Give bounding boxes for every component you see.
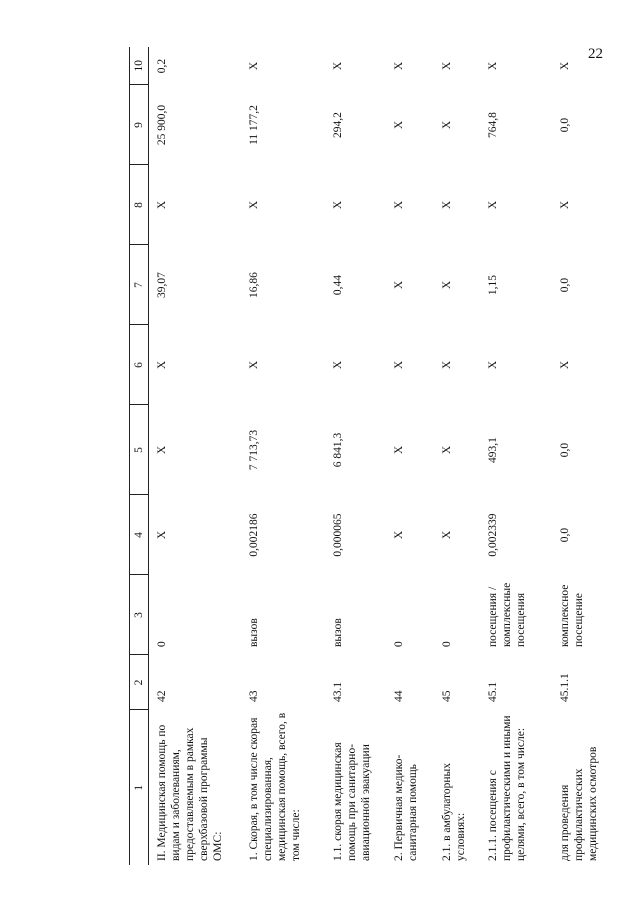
rotated-table-sheet: [129, 47, 639, 865]
data-table: [129, 47, 632, 865]
cell-value: 1,15: [486, 274, 499, 296]
cell-value: X: [392, 120, 405, 130]
cell-value: X: [156, 360, 168, 370]
cell-value: X: [156, 530, 168, 540]
row-name: II. Медицинская помощь по видам и заболеваниям, предоставляемым в рамках сверхбазовой программы ОМС:: [156, 724, 225, 861]
col-header: 6: [130, 325, 149, 405]
cell-value: 0,002339: [486, 513, 499, 557]
cell-unit: вызов: [331, 618, 344, 647]
row-name: 1. Скорая, в том числе скорая специализированная, медицинская помощь, всего, в том числе:: [247, 712, 302, 861]
cell-value: 16,86: [247, 272, 260, 298]
cell-unit: комплексное посещение: [558, 584, 585, 647]
page-number: 22: [588, 46, 603, 62]
row-name: 2.1.1. посещения с профилактическими и иными целями, всего, в том числе:: [486, 715, 527, 861]
cell-unit: 0: [440, 641, 453, 647]
cell-value: X: [331, 61, 344, 71]
cell-value: 0,2: [156, 58, 168, 74]
cell-unit: вызов: [247, 618, 260, 647]
row-name: 2.1. в амбулаторных условиях:: [440, 762, 467, 861]
column-number-row: [130, 47, 149, 865]
cell-value: 764,8: [486, 112, 499, 138]
cell-value: 493,1: [486, 437, 499, 463]
row-name: для проведения профилактических медицинских осмотров: [558, 746, 599, 861]
cell-unit: 0: [156, 641, 168, 647]
cell-value: 0,0: [558, 442, 571, 458]
cell-value: X: [440, 120, 453, 130]
cell-value: 25 900,0: [156, 104, 168, 146]
row-name: 2. Первичная медико-санитарная помощь: [392, 754, 419, 861]
cell-value: X: [558, 61, 571, 71]
table-row: [149, 47, 241, 865]
col-header: 4: [130, 495, 149, 575]
cell-value: X: [392, 360, 405, 370]
col-header: 7: [130, 245, 149, 325]
cell-value: X: [558, 360, 571, 370]
cell-value: 0,0: [558, 117, 571, 133]
cell-value: X: [392, 530, 405, 540]
cell-value: X: [486, 61, 499, 71]
cell-value: X: [156, 200, 168, 210]
cell-value: X: [392, 445, 405, 455]
cell-value: X: [331, 360, 344, 370]
col-header: 3: [130, 575, 149, 655]
cell-value: X: [558, 200, 571, 210]
cell-row-code: 45: [440, 690, 453, 702]
table-row: [386, 47, 434, 865]
cell-unit: 0: [392, 641, 405, 647]
cell-value: X: [440, 360, 453, 370]
cell-row-code: 42: [156, 690, 168, 702]
cell-value: X: [440, 61, 453, 71]
col-header: 2: [130, 655, 149, 710]
col-header: 5: [130, 405, 149, 495]
cell-value: X: [156, 445, 168, 455]
cell-value: 6 841,3: [331, 432, 344, 468]
cell-value: X: [392, 61, 405, 71]
row-name: 1.1. скорая медицинская помощь при санитарно-авиационной эвакуации: [331, 742, 372, 861]
cell-value: 0,0: [558, 277, 571, 293]
table-row: [434, 47, 480, 865]
cell-row-code: 43: [247, 690, 260, 702]
cell-value: X: [392, 200, 405, 210]
table-row: [241, 47, 325, 865]
cell-value: X: [440, 530, 453, 540]
col-header: 9: [130, 85, 149, 165]
cell-value: 294,2: [331, 112, 344, 138]
cell-value: 0,0: [558, 527, 571, 543]
cell-row-code: 45.1.1: [558, 673, 571, 702]
col-header: 8: [130, 165, 149, 245]
cell-value: 0,002186: [247, 513, 260, 557]
cell-value: X: [440, 200, 453, 210]
cell-value: 39,07: [156, 272, 168, 298]
cell-row-code: 43.1: [331, 681, 344, 702]
cell-value: X: [486, 200, 499, 210]
table-row: [552, 47, 632, 865]
cell-value: 0,44: [331, 274, 344, 296]
cell-value: X: [392, 280, 405, 290]
cell-value: X: [440, 445, 453, 455]
table-row: [325, 47, 386, 865]
cell-row-code: 45.1: [486, 681, 499, 702]
col-header: 10: [130, 47, 149, 85]
cell-value: 7 713,73: [247, 429, 260, 471]
cell-value: 11 177,2: [247, 105, 260, 145]
cell-row-code: 44: [392, 690, 405, 702]
col-header: 1: [130, 710, 149, 865]
cell-value: X: [247, 61, 260, 71]
cell-unit: посещения / комплексные посещения: [486, 582, 527, 647]
cell-value: X: [247, 200, 260, 210]
cell-value: X: [331, 200, 344, 210]
cell-value: X: [440, 280, 453, 290]
cell-value: X: [486, 360, 499, 370]
cell-value: 0,000065: [331, 513, 344, 557]
cell-value: X: [247, 360, 260, 370]
table-row: [480, 47, 552, 865]
